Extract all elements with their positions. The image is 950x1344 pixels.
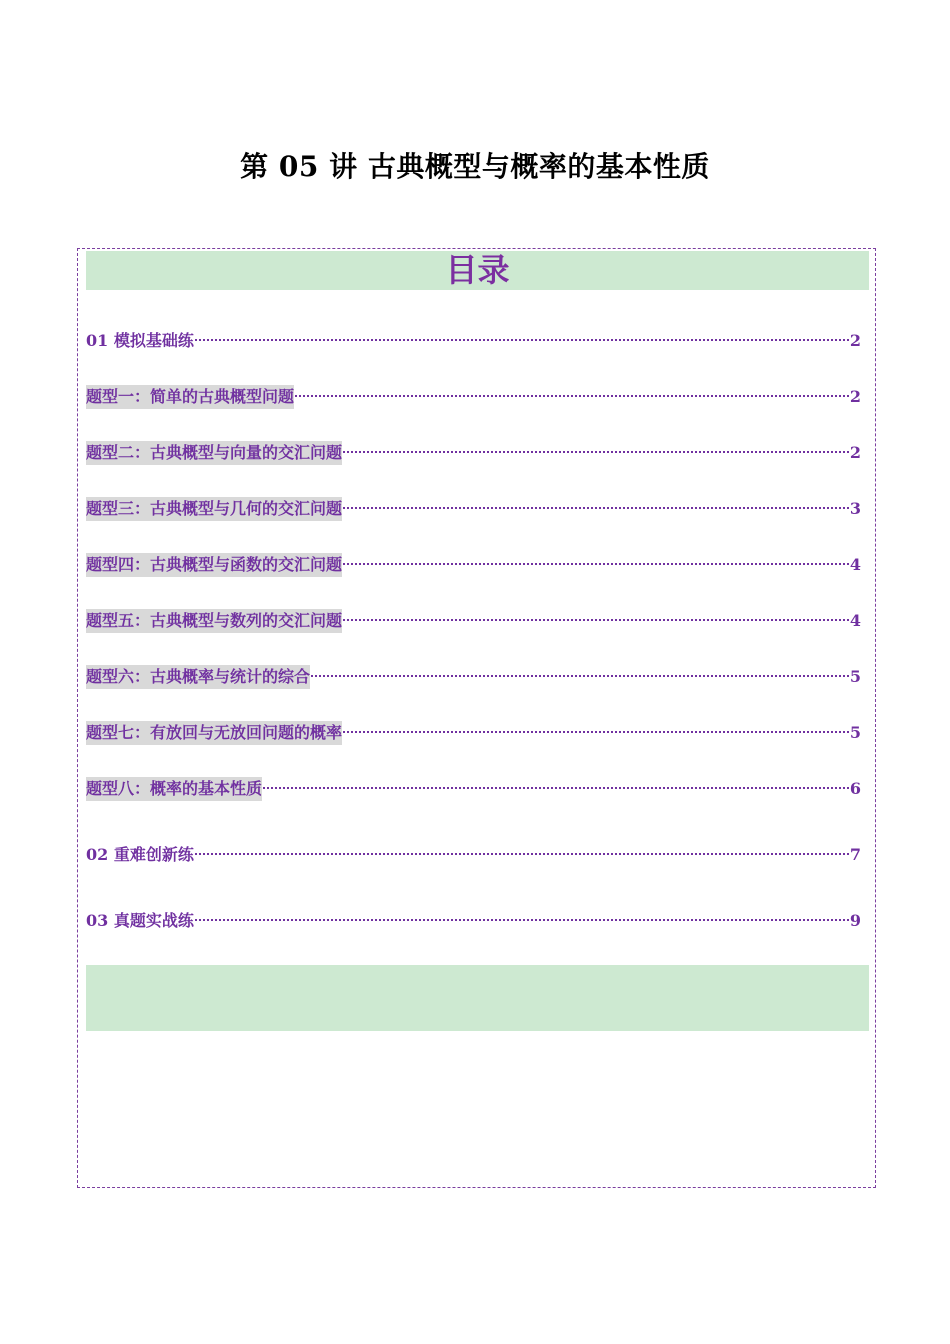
toc-entry-label: 03 真题实战练 [86,911,194,930]
toc-dot-leader [343,507,849,509]
toc-entry-type-1[interactable] [86,385,861,409]
toc-entry-label: 题型五：古典概型与数列的交汇问题 [86,609,342,633]
toc-entry-type-2[interactable] [86,441,861,465]
toc-dot-leader [343,563,849,565]
toc-entry-type-6[interactable] [86,665,861,689]
toc-dot-leader [195,919,849,921]
toc-entry-label: 01 模拟基础练 [86,331,194,350]
toc-entry-label: 题型一：简单的古典概型问题 [86,385,294,409]
toc-entry-type-8[interactable] [86,777,861,801]
toc-entry-label: 题型六：古典概率与统计的综合 [86,665,310,689]
toc-entry-page: 2 [849,331,861,350]
toc-dot-leader [295,395,849,397]
toc-entry-page: 7 [849,845,861,864]
toc-entry-page: 5 [849,723,861,742]
toc-entry-page: 5 [849,667,861,686]
toc-entry-type-7[interactable] [86,721,861,745]
toc-dot-leader [195,853,849,855]
toc-dot-leader [311,675,849,677]
toc-entry-type-5[interactable] [86,609,861,633]
toc-entry-label: 题型八：概率的基本性质 [86,777,262,801]
table-of-contents [77,248,876,1188]
document-title: 第 05 讲 古典概型与概率的基本性质 [240,150,710,183]
toc-entry-label: 题型七：有放回与无放回问题的概率 [86,721,342,745]
toc-heading: 目录 [86,251,869,290]
toc-dot-leader [343,451,849,453]
toc-entry-page: 2 [849,443,861,462]
toc-dot-leader [195,339,849,341]
toc-entry-page: 9 [849,911,861,930]
toc-entry-label: 题型三：古典概型与几何的交汇问题 [86,497,342,521]
toc-footer-band [86,965,869,1031]
toc-entry-page: 3 [849,499,861,518]
toc-entry-label: 题型四：古典概型与函数的交汇问题 [86,553,342,577]
toc-entry-page: 2 [849,387,861,406]
toc-entry-simulation-basics[interactable] [86,329,861,353]
toc-entry-page: 4 [849,611,861,630]
toc-dot-leader [343,619,849,621]
toc-entry-type-3[interactable] [86,497,861,521]
toc-entry-page: 6 [849,779,861,798]
toc-entry-difficult-innovation[interactable] [86,843,861,867]
toc-dot-leader [263,787,849,789]
toc-entry-type-4[interactable] [86,553,861,577]
toc-entry-label: 题型二：古典概型与向量的交汇问题 [86,441,342,465]
toc-entry-page: 4 [849,555,861,574]
toc-entry-label: 02 重难创新练 [86,845,194,864]
toc-entry-real-exam-practice[interactable] [86,909,861,933]
toc-dot-leader [343,731,849,733]
